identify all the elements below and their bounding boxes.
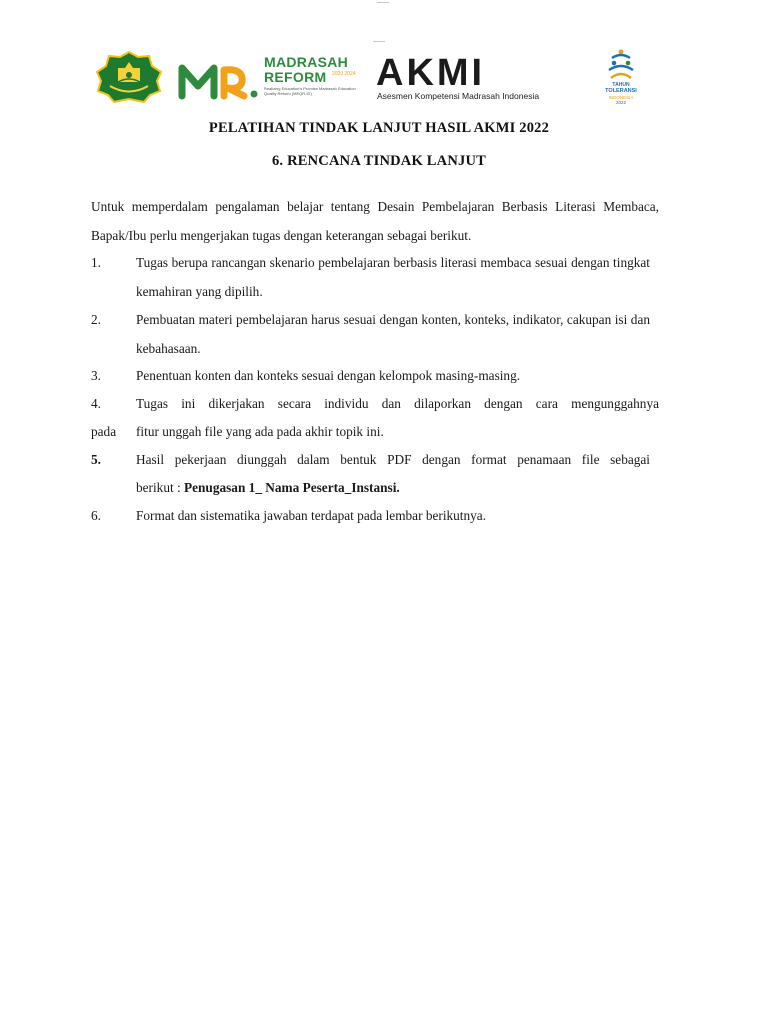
list-item-number: 6. xyxy=(91,508,101,523)
intro-paragraph: Untuk memperdalam pengalaman belajar tentang Desain Pembelajaran Berbasis Literasi Membaca, Bapak/Ibu perlu mengerjakan tugas dengan keterangan sebagai berikut. xyxy=(91,199,659,243)
logo-strip xyxy=(92,46,652,108)
list-item-number: 4. xyxy=(91,396,101,411)
akmi-subtitle: Asesmen Kompetensi Madrasah Indonesia xyxy=(377,91,540,101)
file-name-format: Penugasan 1_ Nama Peserta_Instansi. xyxy=(184,480,400,495)
header-rule xyxy=(373,41,385,42)
list-item-number: 2. xyxy=(91,312,101,327)
list-item-text: Format dan sistematika jawaban terdapat pada lembar berikutnya. xyxy=(136,508,487,523)
list-item-text-continued: fitur unggah file yang ada pada akhir topik ini. xyxy=(136,424,384,439)
akmi-wordmark: AKMI xyxy=(376,52,486,94)
section-heading: 6. RENCANA TINDAK LANJUT xyxy=(271,153,486,169)
list-item-text: Tugas ini dikerjakan secara individu dan dilaporkan dengan cara mengunggahnya xyxy=(136,396,659,411)
list-item-number: 3. xyxy=(91,368,101,383)
toleransi-line2: TOLERANSI xyxy=(605,88,637,94)
madrasah-reform-logo xyxy=(178,54,363,104)
toleransi-line4: 2022 xyxy=(615,100,626,105)
document-title: PELATIHAN TINDAK LANJUT HASIL AKMI 2022 xyxy=(208,120,550,136)
tahun-toleransi-mark-icon xyxy=(606,48,636,82)
toleransi-line1: TAHUN xyxy=(612,82,630,88)
list-item-text: Penentuan konten dan konteks sesuai dengan kelompok masing-masing. xyxy=(136,368,521,383)
kemenag-emblem-icon xyxy=(94,51,164,103)
list-item-text: Tugas berupa rancangan skenario pembelajaran berbasis literasi membaca sesuai dengan tingkat kemahiran yang dipilih. xyxy=(136,255,650,299)
list-item-prefix: berikut : xyxy=(136,480,185,495)
kemenag-logo xyxy=(94,51,164,103)
toleransi-line3: INDONESIA xyxy=(608,95,634,100)
list-item-number: 5. xyxy=(91,452,101,467)
list-item-hanging-word: pada xyxy=(91,424,117,439)
tahun-toleransi-logo xyxy=(592,48,650,108)
madrasah-reform-tagline: Realizing Education's Promise Madrasah Education Quality Reform (MEQR-ID) xyxy=(264,86,356,96)
list-item-number: 1. xyxy=(91,255,101,270)
list-item-text: Pembuatan materi pembelajaran harus sesuai dengan konten, konteks, indikator, cakupan isi dan kebahasaan. xyxy=(136,312,650,356)
madrasah-reform-line1: MADRASAH xyxy=(264,54,349,70)
list-item-text-continued xyxy=(136,474,650,503)
madrasah-reform-years: 2020 2024 xyxy=(332,71,356,77)
madrasah-reform-mark-icon xyxy=(178,60,260,100)
top-rule xyxy=(377,2,389,3)
list-item-text: Hasil pekerjaan diunggah dalam bentuk PDF dengan format penamaan file sebagai xyxy=(136,452,650,467)
madrasah-reform-line2: REFORM xyxy=(264,69,327,85)
akmi-logo xyxy=(376,52,572,103)
